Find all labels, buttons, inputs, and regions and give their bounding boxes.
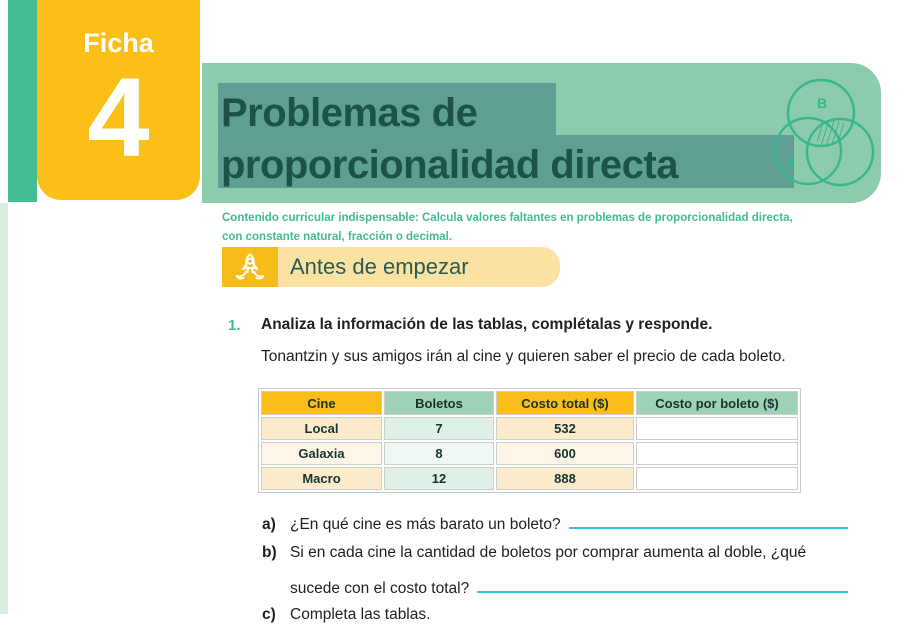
cell-cine: Galaxia [261,442,382,465]
venn-label-a: A [785,154,796,170]
table-header-row [261,391,798,415]
ficha-label: Ficha [83,28,154,58]
question-c [262,606,848,624]
exercise-instruction: Analiza la información de las tablas, complétalas y responde. [261,316,713,333]
header-accent-strip [8,0,37,202]
cell-cine: Local [261,417,382,440]
ficha-number: 4 [87,55,150,180]
section-banner [278,247,560,287]
title-banner [202,63,881,203]
question-a [262,512,848,534]
cell-cine: Macro [261,467,382,490]
cell-boletos: 7 [384,417,494,440]
question-a-text: ¿En qué cine es más barato un boleto? [290,516,561,533]
cell-boletos: 12 [384,467,494,490]
curriculum-line2: con constante natural, fracción o decimal. [222,231,453,243]
cell-costo-total: 888 [496,467,634,490]
cinema-table [258,388,801,493]
question-b-continued [262,576,848,598]
exercise-context: Tonantzin y sus amigos irán al cine y quieren saber el precio de cada boleto. [261,348,786,365]
question-b [262,544,848,562]
answer-line-b [477,576,848,593]
cell-costo-por-boleto-blank [636,442,798,465]
question-c-text: Completa las tablas. [290,606,431,623]
question-a-label: a) [262,516,276,533]
venn-label-b: B [817,95,828,111]
question-b-label: b) [262,544,277,561]
page-title [221,87,678,191]
ficha-card [37,0,200,200]
table-header-cine: Cine [261,391,382,415]
table-header-costo-total: Costo total ($) [496,391,634,415]
cell-costo-total: 600 [496,442,634,465]
page-edge-strip [0,203,8,614]
table-header-boletos: Boletos [384,391,494,415]
rocket-icon [231,251,269,284]
question-c-label: c) [262,606,276,623]
venn-diagram-icon [758,77,881,203]
table-header-costo-por-boleto: Costo por boleto ($) [636,391,798,415]
exercise-number: 1. [228,317,241,334]
curriculum-line1: Contenido curricular indispensable: Calcula valores faltantes en problemas de proporcionalidad directa, [222,212,793,224]
answer-line-a [569,512,848,529]
page-title-line1: Problemas de [221,91,478,135]
cell-costo-total: 532 [496,417,634,440]
question-b-text-line1: Si en cada cine la cantidad de boletos por comprar aumenta al doble, ¿qué [290,544,807,561]
cell-boletos: 8 [384,442,494,465]
cell-costo-por-boleto-blank [636,467,798,490]
table-row [261,467,798,490]
table-row [261,417,798,440]
table-row [261,442,798,465]
question-b-text-line2: sucede con el costo total? [290,580,470,597]
cell-costo-por-boleto-blank [636,417,798,440]
curriculum-note [222,209,912,247]
page-title-line2: proporcionalidad directa [221,143,678,187]
section-banner-label: Antes de empezar [290,254,469,279]
section-icon-box [222,247,278,287]
